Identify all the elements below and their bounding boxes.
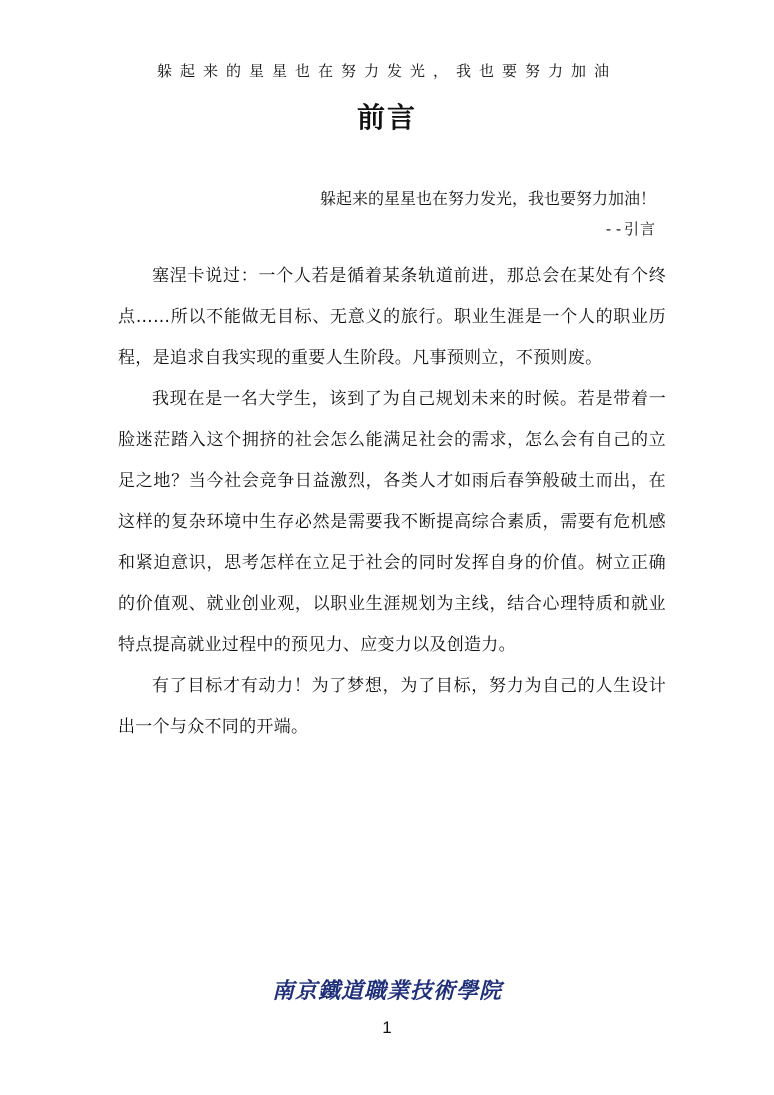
- paragraph: 我现在是一名大学生，该到了为自己规划未来的时候。若是带着一脸迷茫踏入这个拥挤的社会怎么能满足社会的需求，怎么会有自己的立足之地？当今社会竞争日益激烈，各类人才如雨后春笋般破土而出，在这样的复杂环境中生存必然是需要我不断提高综合素质，需要有危机感和紧迫意识，思考怎样在立足于社会的同时发挥自身的价值。树立正确的价值观、就业创业观，以职业生涯规划为主线，结合心理特质和就业特点提高就业过程中的预见力、应变力以及创造力。: [118, 389, 666, 655]
- page-title: 前言: [356, 101, 417, 134]
- epigraph-attribution: --引言: [603, 220, 656, 238]
- running-header: 躲起来的星星也在努力发光，我也要努力加油: [156, 62, 617, 80]
- page-number: 1: [382, 1018, 392, 1037]
- body-text: [118, 256, 666, 748]
- school-logo: 南京鐵道職業技術學院: [271, 978, 502, 1004]
- epigraph-quote: 躲起来的星星也在努力发光，我也要努力加油！: [319, 189, 656, 208]
- epigraph: [320, 184, 656, 244]
- paragraph: 有了目标才有动力！为了梦想，为了目标，努力为自己的人生设计出一个与众不同的开端。: [118, 676, 666, 737]
- paragraph: 塞涅卡说过：一个人若是循着某条轨道前进，那总会在某处有个终点……所以不能做无目标、无意义的旅行。职业生涯是一个人的职业历程，是追求自我实现的重要人生阶段。凡事预则立，不预则废。: [118, 266, 666, 368]
